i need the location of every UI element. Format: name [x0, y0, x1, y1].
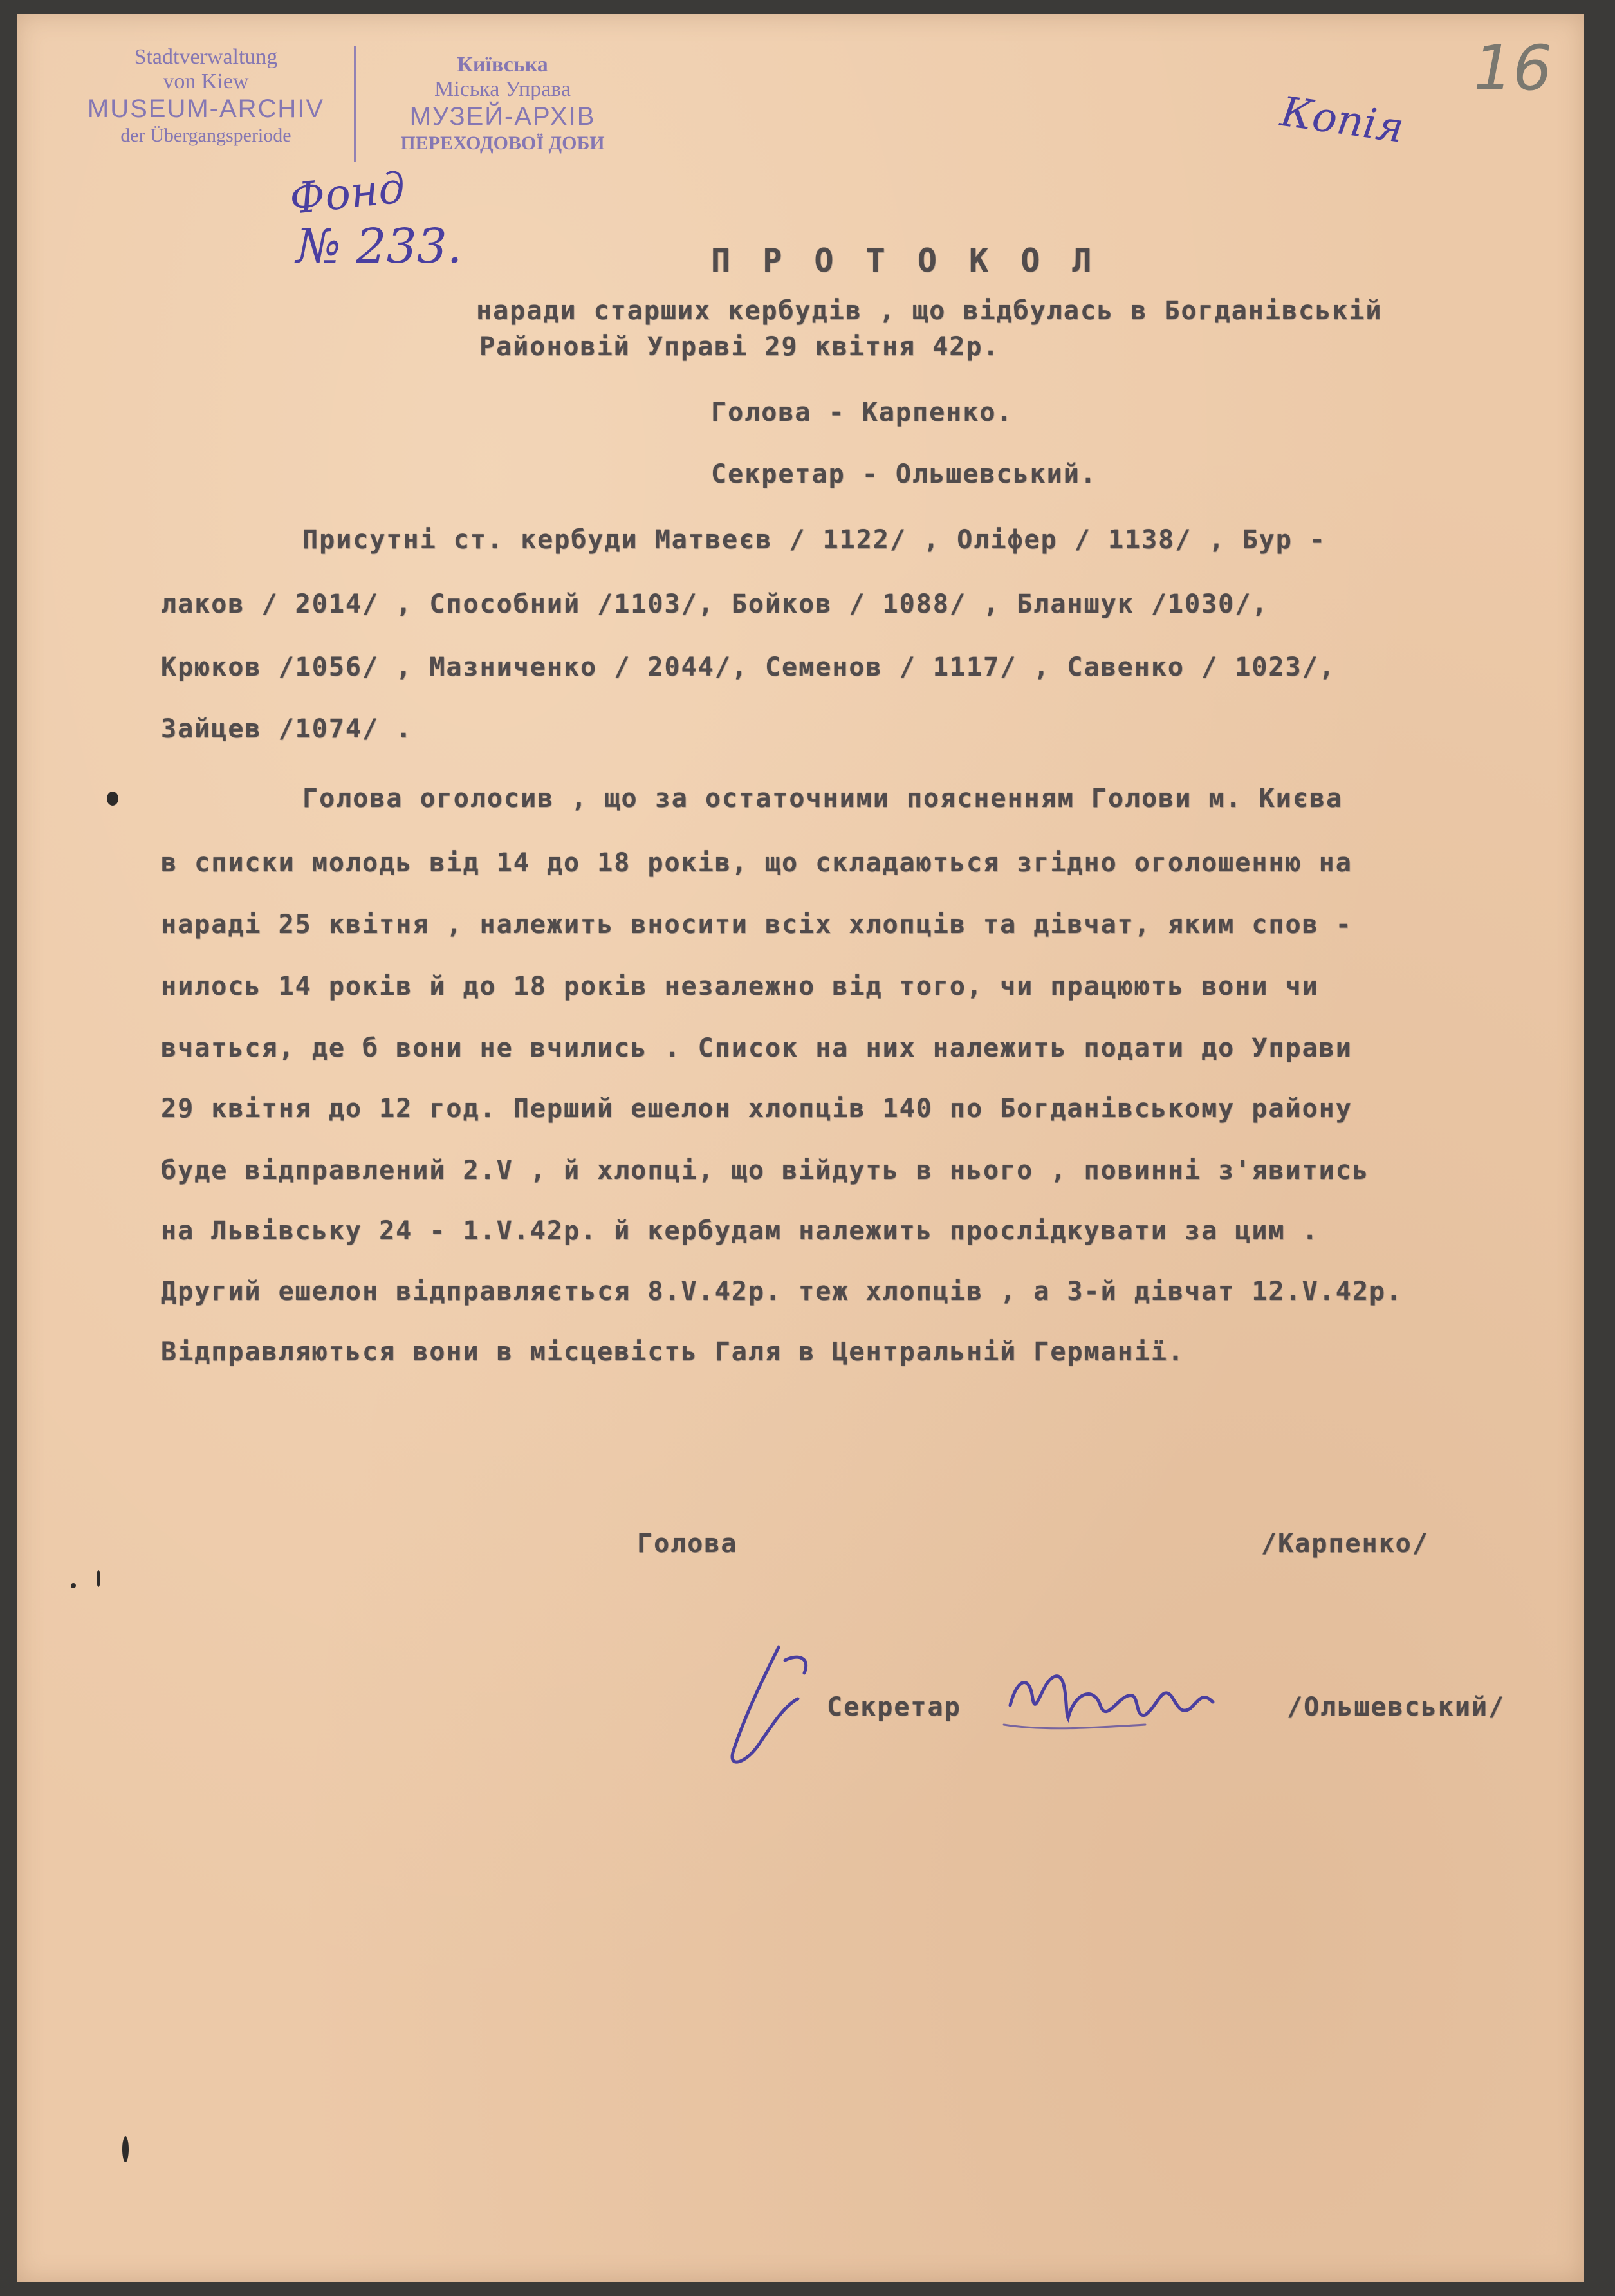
present-line-2: лаков / 2014/ , Способний /1103/, Бойков / 1088/ , Бланшук /1030/,	[161, 589, 1269, 619]
body-line-7: буде відправлений 2.V , й хлопці, що війдуть в нього , повинні з'явитись	[161, 1156, 1369, 1185]
signature-chair-name: /Карпенко/	[1261, 1529, 1429, 1559]
stamp-ua-line3: МУЗЕЙ-АРХІВ	[409, 102, 596, 131]
body-line-4: нилось 14 років й до 18 років незалежно від того, чи працюють вони чи	[161, 972, 1319, 1001]
ink-speck	[122, 2136, 129, 2162]
body-line-10: Відправляються вони в місцевість Галя в Центральній Германії.	[161, 1337, 1185, 1367]
present-line-1: Присутні ст. кербуди Матвеєв / 1122/ , Оліфер / 1138/ , Бур -	[302, 525, 1327, 555]
ink-speck	[97, 1570, 100, 1587]
signature-chair-label: Голова	[637, 1529, 738, 1559]
page-number: 16	[1473, 32, 1553, 104]
fond-number: № 233.	[296, 219, 463, 274]
stamp-de-line1: Stadtverwaltung	[134, 45, 278, 69]
stamp-de-line3: MUSEUM-ARCHIV	[87, 95, 325, 123]
stamp-ua-line4: ПЕРЕХОДОВОЇ ДОБИ	[400, 133, 605, 154]
ink-speck	[71, 1583, 76, 1588]
chair-line: Голова - Карпенко.	[711, 398, 1013, 427]
handwritten-signature	[708, 1634, 1274, 1782]
subtitle-line-2: Районовій Управі 29 квітня 42р.	[479, 332, 1000, 362]
stamp-de-line4: der Übergangsperiode	[120, 125, 291, 146]
document-title: П Р О Т О К О Л	[711, 242, 1098, 279]
stamp-de-line2: von Kiew	[163, 69, 249, 93]
stamp-ua-line1: Київська	[457, 53, 548, 77]
signature-secretary-label: Секретар	[827, 1692, 961, 1722]
archive-stamp-german	[64, 45, 347, 148]
stamp-ua-line2: Міська Управа	[434, 77, 571, 101]
present-line-4: Зайцев /1074/ .	[161, 714, 413, 744]
fond-label: Фонд	[287, 162, 408, 225]
body-line-2: в списки молодь від 14 до 18 років, що складаються згідно оголошенню на	[161, 848, 1352, 878]
present-line-3: Крюков /1056/ , Мазниченко / 2044/, Семенов / 1117/ , Савенко / 1023/,	[161, 653, 1336, 682]
body-line-9: Другий ешелон відправляється 8.V.42р. теж хлопців , а 3-й дівчат 12.V.42р.	[161, 1277, 1403, 1306]
signature-secretary-name: /Ольшевський/	[1287, 1692, 1506, 1722]
body-line-8: на Львівську 24 - 1.V.42р. й кербудам належить прослідкувати за цим .	[161, 1216, 1319, 1246]
body-line-6: 29 квітня до 12 год. Перший ешелон хлопців 140 по Богданівському району	[161, 1094, 1352, 1124]
archive-stamp-ukrainian	[358, 53, 647, 156]
secretary-line: Секретар - Ольшевський.	[711, 459, 1097, 489]
stamp-divider	[354, 46, 356, 162]
ink-speck	[107, 792, 118, 806]
copy-annotation: Копія	[1277, 88, 1407, 153]
body-line-3: нараді 25 квітня , належить вносити всіх хлопців та дівчат, яким спов -	[161, 910, 1352, 940]
body-line-5: вчаться, де б вони не вчились . Список на них належить подати до Управи	[161, 1033, 1352, 1063]
subtitle-line-1: наради старших кербудів , що відбулась в Богданівській	[476, 296, 1383, 326]
body-line-1: Голова оголосив , що за остаточними поясненням Голови м. Києва	[302, 784, 1343, 813]
